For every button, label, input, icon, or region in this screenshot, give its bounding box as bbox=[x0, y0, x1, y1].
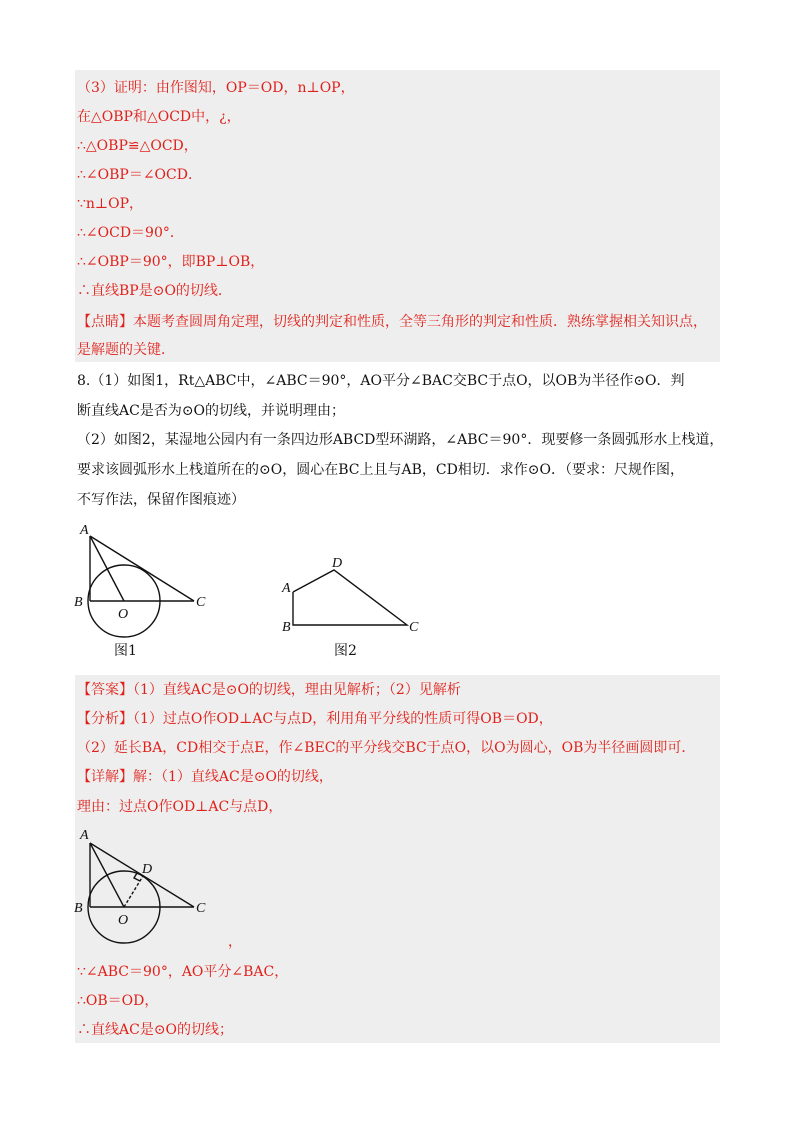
quadrilateral-abcd bbox=[293, 570, 407, 625]
label-b: B bbox=[74, 901, 83, 916]
proof-line: ∴直线BP是⊙O的切线． bbox=[77, 283, 232, 299]
label-c: C bbox=[409, 620, 419, 635]
proof-line: ∴△OBP≌△OCD， bbox=[77, 138, 198, 154]
problem-line: 要求该圆弧形水上栈道所在的⊙O，圆心在BC上且与AB，CD相切．求作⊙O．（要求：尺规作图， bbox=[77, 462, 685, 478]
analysis-line: 【分析】（1）过点O作OD⊥AC与点D，利用角平分线的性质可得OB＝OD， bbox=[77, 711, 553, 727]
label-b: B bbox=[282, 620, 291, 635]
problem-line: 断直线AC是否为⊙O的切线，并说明理由； bbox=[77, 403, 346, 419]
proof-line: ∵n⊥OP， bbox=[77, 196, 143, 212]
problem-line: 不写作法，保留作图痕迹） bbox=[77, 492, 245, 508]
detail-line: 【详解】解：（1）直线AC是⊙O的切线， bbox=[77, 769, 333, 785]
label-c: C bbox=[196, 595, 206, 610]
answer-line: 【答案】（1）直线AC是⊙O的切线，理由见解析；（2）见解析 bbox=[77, 682, 461, 698]
proof-line: ∴∠OBP＝∠OCD． bbox=[77, 167, 202, 183]
detail-line: 理由：过点O作OD⊥AC与点D， bbox=[77, 799, 283, 815]
proof-line: ∴∠OCD＝90°． bbox=[77, 225, 184, 241]
figure-1-caption: 图1 bbox=[114, 643, 137, 659]
label-o: O bbox=[118, 607, 129, 622]
problem-line: （2）如图2，某湿地公园内有一条四边形ABCD型环湖路，∠ABC＝90°．现要修一条圆弧形水上栈道， bbox=[77, 432, 724, 448]
proof-line: ∴∠OBP＝90°，即BP⊥OB， bbox=[77, 254, 265, 270]
proof-line: （3）证明：由作图知，OP＝OD，n⊥OP， bbox=[77, 80, 355, 96]
remark-line: 是解题的关键． bbox=[77, 342, 175, 358]
label-a: A bbox=[80, 828, 89, 843]
figure-2 bbox=[270, 548, 430, 648]
label-d: D bbox=[142, 862, 153, 877]
segment-ac bbox=[90, 536, 194, 601]
label-a: A bbox=[80, 523, 89, 538]
detail-line: ∵∠ABC＝90°，AO平分∠BAC， bbox=[77, 964, 289, 980]
proof-line: 在△OBP和△OCD中，¿， bbox=[77, 109, 241, 125]
figure-2-caption: 图2 bbox=[334, 643, 357, 659]
remark-line: 【点睛】本题考查圆周角定理，切线的判定和性质，全等三角形的判定和性质．熟练掌握相关知识点， bbox=[77, 314, 707, 330]
detail-line: ∴直线AC是⊙O的切线； bbox=[77, 1022, 234, 1038]
analysis-line: （2）延长BA，CD相交于点E，作∠BEC的平分线交BC于点O，以O为圆心，OB为半径画圆即可． bbox=[77, 740, 696, 756]
figure-3 bbox=[70, 825, 230, 950]
label-c: C bbox=[196, 901, 206, 916]
problem-line: 8.（1）如图1，Rt△ABC中，∠ABC＝90°，AO平分∠BAC交BC于点O，以OB为半径作⊙O．判 bbox=[77, 373, 685, 389]
label-d: D bbox=[332, 556, 343, 571]
figure-1 bbox=[70, 518, 230, 648]
figure-comma: ， bbox=[228, 934, 242, 950]
detail-line: ∴OB＝OD， bbox=[77, 993, 159, 1009]
label-b: B bbox=[74, 595, 83, 610]
label-o: O bbox=[118, 913, 129, 928]
label-a: A bbox=[282, 581, 291, 596]
